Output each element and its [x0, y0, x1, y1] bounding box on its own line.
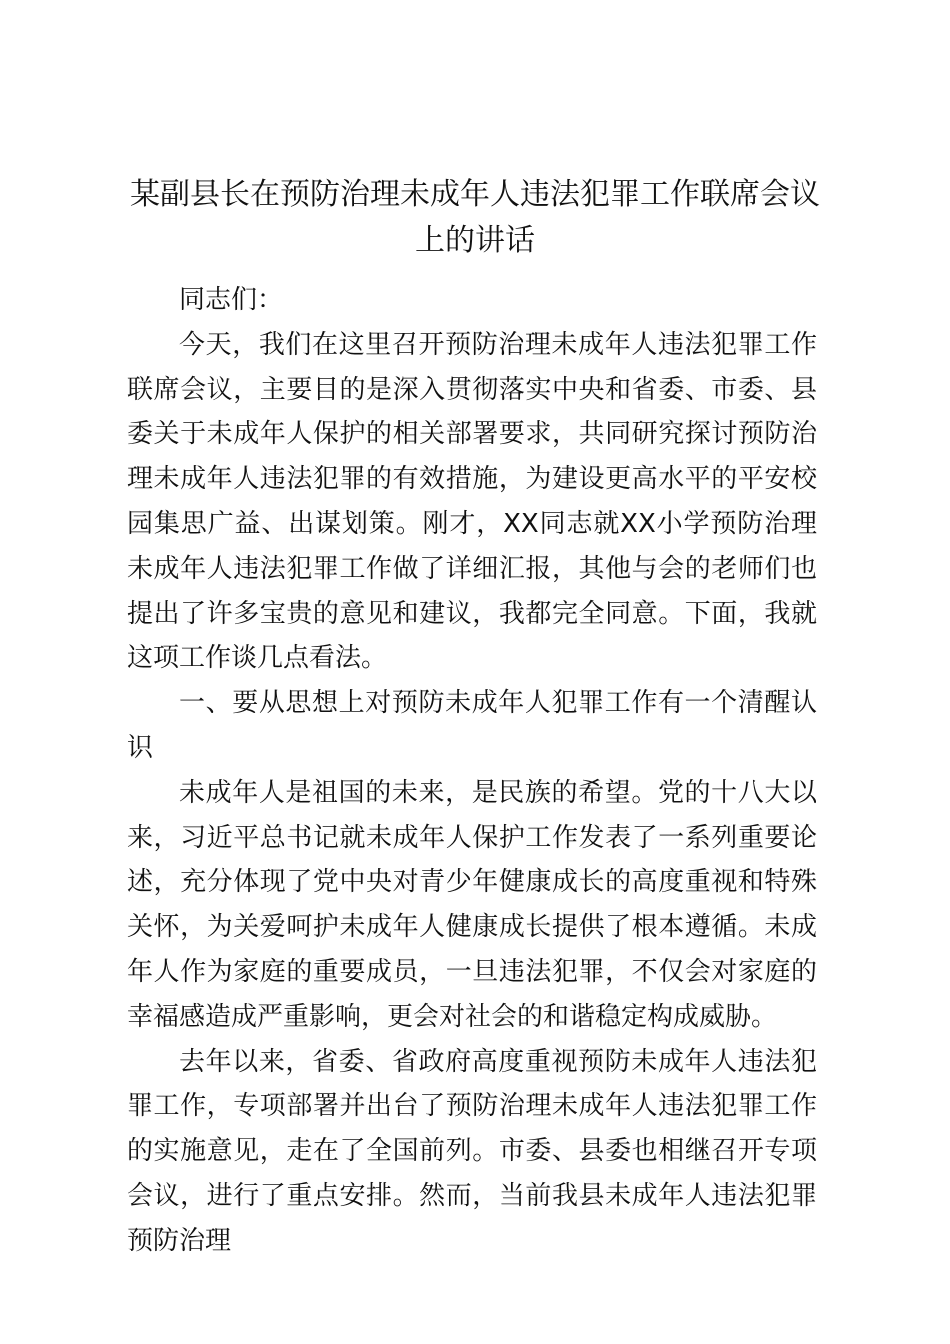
document-body — [127, 278, 817, 1264]
salutation: 同志们： — [179, 285, 284, 315]
paragraph-background: 去年以来，省委、省政府高度重视预防未成年人违法犯罪工作，专项部署并出台了预防治理未成年人违法犯罪工作的实施意见，走在了全国前列。市委、县委也相继召开专项会议，进行了重点安排。然而，当前我县未成年人违法犯罪预防治理 — [127, 1046, 817, 1256]
document-title: 某副县长在预防治理未成年人违法犯罪工作联席会议上的讲话 — [130, 177, 820, 258]
paragraph-importance: 未成年人是祖国的未来，是民族的希望。党的十八大以来，习近平总书记就未成年人保护工作发表了一系列重要论述，充分体现了党中央对青少年健康成长的高度重视和特殊关怀，为关爱呵护未成年人健康成长提供了根本遵循。未成年人作为家庭的重要成员，一旦违法犯罪，不仅会对家庭的幸福感造成严重影响，更会对社会的和谐稳定构成威胁。 — [127, 777, 817, 1032]
paragraph-intro: 今天，我们在这里召开预防治理未成年人违法犯罪工作联席会议，主要目的是深入贯彻落实中央和省委、市委、县委关于未成年人保护的相关部署要求，共同研究探讨预防治理未成年人违法犯罪的有效措施，为建设更高水平的平安校园集思广益、出谋划策。刚才，XX同志就XX小学预防治理未成年人违法犯罪工作做了详细汇报，其他与会的老师们也提出了许多宝贵的意见和建议，我都完全同意。下面，我就这项工作谈几点看法。 — [127, 329, 817, 674]
section-heading-1: 一、要从思想上对预防未成年人犯罪工作有一个清醒认识 — [127, 688, 817, 763]
